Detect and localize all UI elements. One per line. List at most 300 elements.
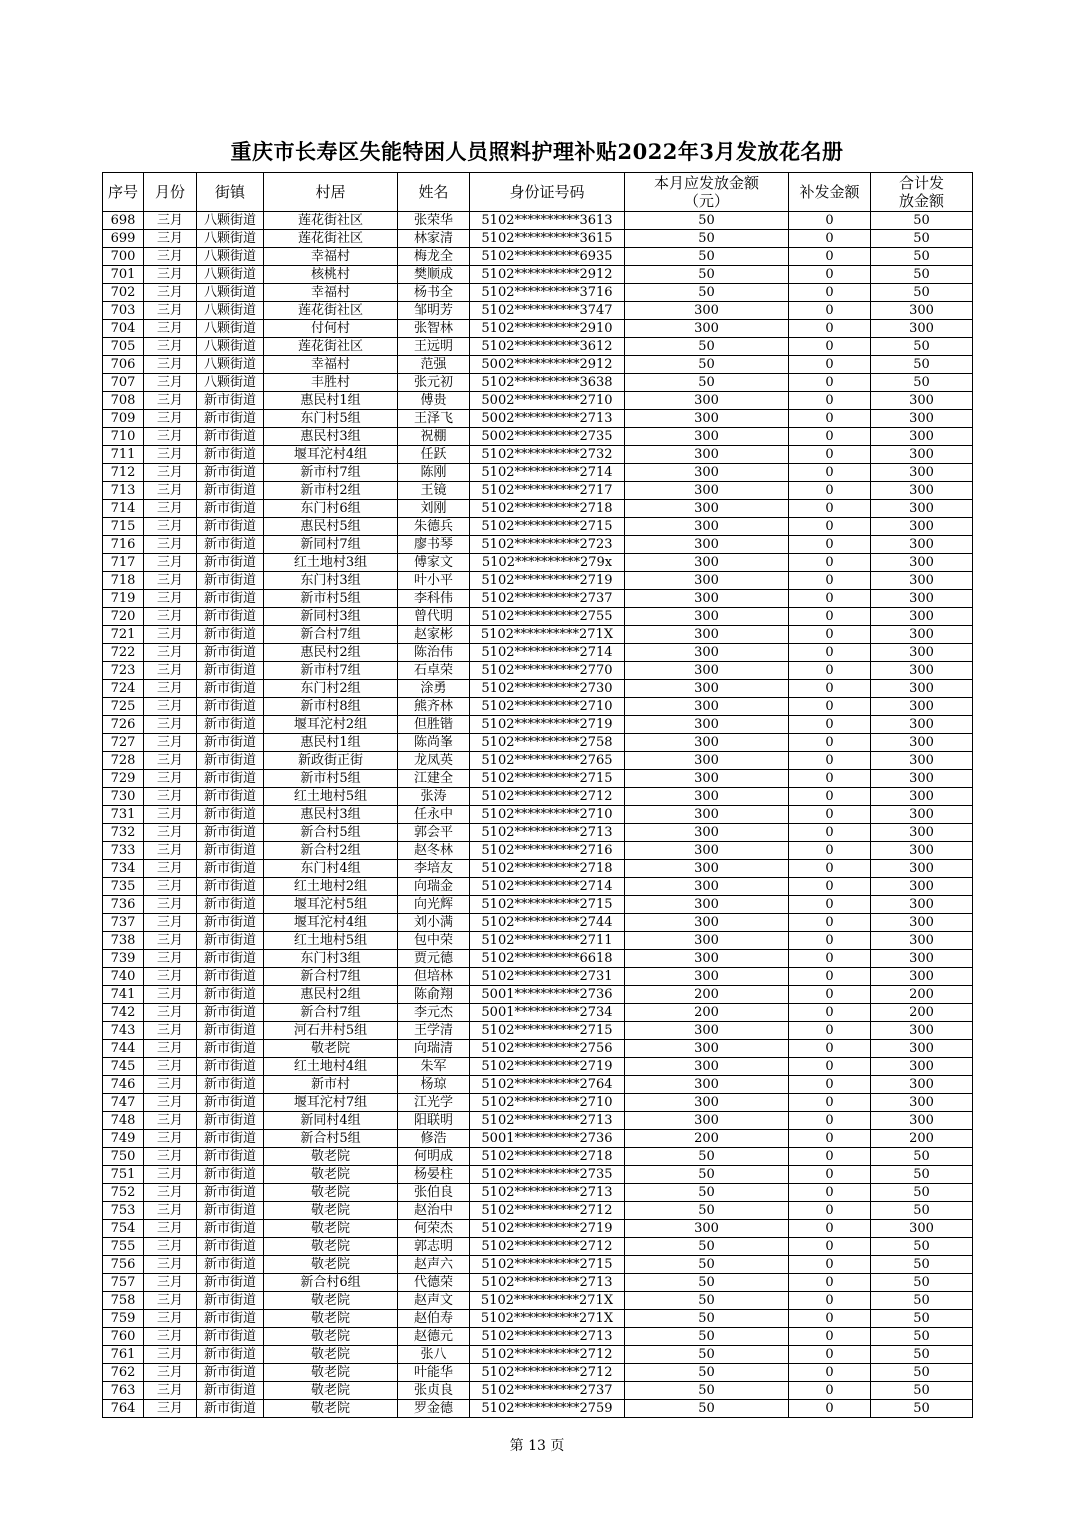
cell-monthly-amount: 300 [625,662,789,680]
cell-total-amount: 300 [871,842,973,860]
cell-name: 罗金德 [398,1400,470,1418]
cell-village: 敬老院 [264,1184,398,1202]
cell-name: 王学清 [398,1022,470,1040]
cell-month: 三月 [144,662,197,680]
cell-village: 新市村7组 [264,464,398,482]
cell-village: 惠民村3组 [264,428,398,446]
cell-id-number: 5102**********2759 [470,1400,625,1418]
cell-name: 郭志明 [398,1238,470,1256]
cell-month: 三月 [144,734,197,752]
cell-index: 746 [103,1076,144,1094]
cell-monthly-amount: 300 [625,698,789,716]
cell-total-amount: 300 [871,896,973,914]
table-row [103,608,973,626]
cell-index: 750 [103,1148,144,1166]
cell-month: 三月 [144,1202,197,1220]
table-row [103,500,973,518]
cell-index: 729 [103,770,144,788]
cell-total-amount: 50 [871,1292,973,1310]
table-body [103,212,973,1418]
cell-village: 堰耳沱村2组 [264,716,398,734]
cell-id-number: 5102**********2714 [470,644,625,662]
cell-street: 新市街道 [197,824,264,842]
table-row [103,644,973,662]
table-row [103,212,973,230]
cell-index: 759 [103,1310,144,1328]
cell-total-amount: 50 [871,374,973,392]
cell-total-amount: 50 [871,1202,973,1220]
cell-month: 三月 [144,302,197,320]
cell-index: 751 [103,1166,144,1184]
cell-month: 三月 [144,752,197,770]
cell-total-amount: 300 [871,680,973,698]
cell-village: 东门村3组 [264,572,398,590]
cell-monthly-amount: 50 [625,1400,789,1418]
cell-back-pay: 0 [789,1274,871,1292]
table-row [103,1274,973,1292]
cell-monthly-amount: 300 [625,392,789,410]
cell-total-amount: 300 [871,608,973,626]
cell-month: 三月 [144,1040,197,1058]
cell-monthly-amount: 300 [625,770,789,788]
cell-name: 任永中 [398,806,470,824]
cell-index: 741 [103,986,144,1004]
cell-name: 张荣华 [398,212,470,230]
cell-monthly-amount: 200 [625,1130,789,1148]
cell-id-number: 5102**********2719 [470,1220,625,1238]
cell-monthly-amount: 50 [625,1364,789,1382]
cell-id-number: 5102**********2710 [470,1094,625,1112]
cell-id-number: 5001**********2736 [470,986,625,1004]
cell-total-amount: 50 [871,1346,973,1364]
cell-monthly-amount: 50 [625,1148,789,1166]
cell-total-amount: 300 [871,302,973,320]
table-row [103,734,973,752]
cell-back-pay: 0 [789,374,871,392]
table-row [103,518,973,536]
cell-id-number: 5102**********2712 [470,788,625,806]
cell-monthly-amount: 50 [625,1256,789,1274]
cell-village: 敬老院 [264,1346,398,1364]
cell-back-pay: 0 [789,842,871,860]
cell-index: 756 [103,1256,144,1274]
cell-name: 范强 [398,356,470,374]
cell-street: 新市街道 [197,572,264,590]
header-cell-monthly-amount: 本月应发放金额（元） [625,173,789,212]
cell-name: 龙凤英 [398,752,470,770]
cell-id-number: 5102**********3615 [470,230,625,248]
table-row [103,932,973,950]
cell-index: 733 [103,842,144,860]
cell-back-pay: 0 [789,1400,871,1418]
cell-monthly-amount: 50 [625,230,789,248]
cell-name: 王镜 [398,482,470,500]
cell-village: 堰耳沱村5组 [264,896,398,914]
cell-total-amount: 50 [871,284,973,302]
cell-back-pay: 0 [789,896,871,914]
table-row [103,464,973,482]
cell-id-number: 5102**********2735 [470,1166,625,1184]
cell-name: 石卓荣 [398,662,470,680]
cell-total-amount: 300 [871,968,973,986]
cell-id-number: 5102**********2755 [470,608,625,626]
cell-monthly-amount: 50 [625,1310,789,1328]
cell-month: 三月 [144,1022,197,1040]
cell-monthly-amount: 50 [625,1184,789,1202]
cell-village: 堰耳沱村4组 [264,914,398,932]
cell-index: 744 [103,1040,144,1058]
table-row [103,410,973,428]
cell-id-number: 5102**********2710 [470,698,625,716]
cell-monthly-amount: 50 [625,212,789,230]
cell-id-number: 5102**********6935 [470,248,625,266]
cell-village: 敬老院 [264,1238,398,1256]
cell-village: 新合村6组 [264,1274,398,1292]
cell-street: 新市街道 [197,1148,264,1166]
table-row [103,1076,973,1094]
cell-id-number: 5102**********2716 [470,842,625,860]
cell-index: 761 [103,1346,144,1364]
cell-village: 敬老院 [264,1166,398,1184]
cell-monthly-amount: 300 [625,428,789,446]
cell-monthly-amount: 300 [625,626,789,644]
cell-id-number: 5102**********2723 [470,536,625,554]
cell-street: 新市街道 [197,626,264,644]
header-cell-name: 姓名 [398,173,470,212]
cell-name: 杨琼 [398,1076,470,1094]
cell-back-pay: 0 [789,680,871,698]
cell-back-pay: 0 [789,1112,871,1130]
cell-back-pay: 0 [789,320,871,338]
cell-street: 八颗街道 [197,374,264,392]
cell-village: 敬老院 [264,1148,398,1166]
cell-street: 新市街道 [197,896,264,914]
cell-month: 三月 [144,392,197,410]
cell-index: 724 [103,680,144,698]
header-cell-id-number: 身份证号码 [470,173,625,212]
table-row [103,752,973,770]
cell-monthly-amount: 200 [625,986,789,1004]
cell-month: 三月 [144,338,197,356]
cell-index: 707 [103,374,144,392]
cell-id-number: 5102**********2765 [470,752,625,770]
cell-index: 742 [103,1004,144,1022]
cell-id-number: 5102**********2719 [470,1058,625,1076]
cell-total-amount: 300 [871,734,973,752]
cell-monthly-amount: 300 [625,1058,789,1076]
table-row [103,1220,973,1238]
cell-monthly-amount: 50 [625,1166,789,1184]
cell-index: 719 [103,590,144,608]
cell-back-pay: 0 [789,1310,871,1328]
cell-name: 何荣杰 [398,1220,470,1238]
cell-village: 红土地村3组 [264,554,398,572]
cell-total-amount: 200 [871,1130,973,1148]
cell-name: 赵治中 [398,1202,470,1220]
cell-month: 三月 [144,518,197,536]
cell-monthly-amount: 50 [625,1346,789,1364]
cell-street: 新市街道 [197,680,264,698]
cell-back-pay: 0 [789,1130,871,1148]
cell-street: 新市街道 [197,770,264,788]
cell-id-number: 5102**********2714 [470,878,625,896]
cell-total-amount: 300 [871,878,973,896]
cell-village: 敬老院 [264,1364,398,1382]
cell-index: 753 [103,1202,144,1220]
cell-street: 新市街道 [197,950,264,968]
cell-street: 八颗街道 [197,302,264,320]
cell-street: 新市街道 [197,1310,264,1328]
cell-month: 三月 [144,932,197,950]
cell-total-amount: 300 [871,518,973,536]
cell-id-number: 5102**********2718 [470,860,625,878]
cell-total-amount: 300 [871,536,973,554]
cell-name: 何明成 [398,1148,470,1166]
cell-id-number: 5002**********2713 [470,410,625,428]
cell-name: 祝棚 [398,428,470,446]
cell-monthly-amount: 300 [625,1076,789,1094]
cell-monthly-amount: 300 [625,1094,789,1112]
cell-id-number: 5002**********2710 [470,392,625,410]
cell-back-pay: 0 [789,1292,871,1310]
cell-street: 八颗街道 [197,248,264,266]
cell-back-pay: 0 [789,950,871,968]
cell-monthly-amount: 300 [625,968,789,986]
cell-back-pay: 0 [789,446,871,464]
cell-index: 740 [103,968,144,986]
cell-id-number: 5002**********2912 [470,356,625,374]
cell-back-pay: 0 [789,1022,871,1040]
cell-name: 任跃 [398,446,470,464]
cell-village: 新市村8组 [264,698,398,716]
cell-index: 703 [103,302,144,320]
cell-total-amount: 50 [871,1184,973,1202]
cell-total-amount: 300 [871,428,973,446]
cell-name: 阳联明 [398,1112,470,1130]
cell-village: 新市村5组 [264,590,398,608]
header-cell-total-amount: 合计发放金额 [871,173,973,212]
cell-total-amount: 300 [871,824,973,842]
cell-total-amount: 300 [871,626,973,644]
cell-month: 三月 [144,446,197,464]
cell-village: 堰耳沱村4组 [264,446,398,464]
cell-total-amount: 300 [871,500,973,518]
cell-monthly-amount: 300 [625,878,789,896]
cell-total-amount: 50 [871,338,973,356]
cell-back-pay: 0 [789,500,871,518]
cell-monthly-amount: 300 [625,1040,789,1058]
cell-index: 715 [103,518,144,536]
cell-village: 莲花街社区 [264,212,398,230]
cell-month: 三月 [144,1184,197,1202]
cell-monthly-amount: 300 [625,554,789,572]
cell-back-pay: 0 [789,554,871,572]
cell-id-number: 5102**********2712 [470,1238,625,1256]
table-row [103,1112,973,1130]
cell-id-number: 5102**********271X [470,626,625,644]
cell-total-amount: 300 [871,1076,973,1094]
cell-back-pay: 0 [789,1004,871,1022]
cell-village: 惠民村2组 [264,644,398,662]
header-cell-street: 街镇 [197,173,264,212]
cell-village: 新同村3组 [264,608,398,626]
table-row [103,770,973,788]
cell-village: 幸福村 [264,356,398,374]
cell-id-number: 5102**********2744 [470,914,625,932]
table-row [103,698,973,716]
cell-month: 三月 [144,1328,197,1346]
cell-month: 三月 [144,1094,197,1112]
cell-street: 新市街道 [197,1130,264,1148]
cell-street: 新市街道 [197,842,264,860]
cell-village: 红土地村2组 [264,878,398,896]
cell-name: 张贞良 [398,1382,470,1400]
cell-street: 新市街道 [197,1040,264,1058]
cell-index: 738 [103,932,144,950]
cell-street: 新市街道 [197,554,264,572]
cell-index: 704 [103,320,144,338]
table-row [103,1202,973,1220]
cell-back-pay: 0 [789,536,871,554]
cell-index: 716 [103,536,144,554]
cell-back-pay: 0 [789,932,871,950]
cell-name: 朱德兵 [398,518,470,536]
cell-index: 722 [103,644,144,662]
cell-month: 三月 [144,1274,197,1292]
cell-month: 三月 [144,1220,197,1238]
cell-name: 陈俞翔 [398,986,470,1004]
table-row [103,860,973,878]
cell-village: 莲花街社区 [264,338,398,356]
cell-name: 张涛 [398,788,470,806]
table-row [103,1058,973,1076]
cell-street: 新市街道 [197,806,264,824]
cell-back-pay: 0 [789,806,871,824]
cell-back-pay: 0 [789,212,871,230]
cell-name: 但培林 [398,968,470,986]
cell-name: 但胜锴 [398,716,470,734]
cell-name: 包中荣 [398,932,470,950]
cell-id-number: 5102**********2731 [470,968,625,986]
header-cell-month: 月份 [144,173,197,212]
cell-id-number: 5102**********2713 [470,1184,625,1202]
cell-back-pay: 0 [789,968,871,986]
cell-monthly-amount: 300 [625,806,789,824]
cell-total-amount: 300 [871,950,973,968]
roster-table [102,172,973,1418]
header-cell-village: 村居 [264,173,398,212]
cell-month: 三月 [144,950,197,968]
cell-name: 梅龙全 [398,248,470,266]
cell-total-amount: 200 [871,986,973,1004]
cell-village: 东门村6组 [264,500,398,518]
table-row [103,392,973,410]
cell-village: 红土地村4组 [264,1058,398,1076]
cell-id-number: 5102**********3638 [470,374,625,392]
cell-street: 新市街道 [197,1400,264,1418]
cell-village: 东门村5组 [264,410,398,428]
cell-name: 曾代明 [398,608,470,626]
table-row [103,1022,973,1040]
cell-month: 三月 [144,878,197,896]
cell-index: 762 [103,1364,144,1382]
cell-id-number: 5102**********6618 [470,950,625,968]
cell-street: 新市街道 [197,752,264,770]
cell-index: 711 [103,446,144,464]
cell-monthly-amount: 300 [625,860,789,878]
cell-village: 河石井村5组 [264,1022,398,1040]
cell-total-amount: 300 [871,1112,973,1130]
cell-back-pay: 0 [789,1184,871,1202]
cell-back-pay: 0 [789,752,871,770]
cell-index: 749 [103,1130,144,1148]
cell-name: 樊顺成 [398,266,470,284]
cell-index: 730 [103,788,144,806]
cell-id-number: 5102**********2713 [470,824,625,842]
cell-monthly-amount: 50 [625,1328,789,1346]
cell-street: 新市街道 [197,500,264,518]
cell-monthly-amount: 300 [625,518,789,536]
table-row [103,878,973,896]
cell-back-pay: 0 [789,878,871,896]
cell-index: 720 [103,608,144,626]
cell-month: 三月 [144,320,197,338]
cell-id-number: 5102**********2711 [470,932,625,950]
cell-back-pay: 0 [789,338,871,356]
cell-monthly-amount: 300 [625,896,789,914]
cell-back-pay: 0 [789,266,871,284]
cell-id-number: 5102**********2756 [470,1040,625,1058]
cell-index: 700 [103,248,144,266]
cell-id-number: 5102**********2713 [470,1274,625,1292]
cell-street: 新市街道 [197,1238,264,1256]
cell-id-number: 5102**********2719 [470,572,625,590]
table-row [103,1184,973,1202]
cell-month: 三月 [144,1400,197,1418]
cell-id-number: 5102**********279x [470,554,625,572]
cell-monthly-amount: 50 [625,1274,789,1292]
cell-back-pay: 0 [789,626,871,644]
cell-id-number: 5102**********3747 [470,302,625,320]
cell-month: 三月 [144,536,197,554]
cell-street: 八颗街道 [197,266,264,284]
cell-village: 敬老院 [264,1328,398,1346]
cell-monthly-amount: 50 [625,1382,789,1400]
cell-month: 三月 [144,572,197,590]
cell-back-pay: 0 [789,1094,871,1112]
cell-id-number: 5102**********2770 [470,662,625,680]
cell-id-number: 5102**********2732 [470,446,625,464]
cell-total-amount: 300 [871,1022,973,1040]
cell-street: 新市街道 [197,1076,264,1094]
cell-monthly-amount: 300 [625,932,789,950]
cell-street: 新市街道 [197,1022,264,1040]
cell-index: 760 [103,1328,144,1346]
cell-index: 747 [103,1094,144,1112]
cell-street: 新市街道 [197,968,264,986]
table-row [103,302,973,320]
cell-index: 699 [103,230,144,248]
cell-total-amount: 50 [871,1364,973,1382]
cell-street: 新市街道 [197,518,264,536]
cell-street: 新市街道 [197,1292,264,1310]
cell-id-number: 5102**********2715 [470,518,625,536]
cell-id-number: 5102**********2718 [470,500,625,518]
cell-month: 三月 [144,1364,197,1382]
cell-monthly-amount: 50 [625,338,789,356]
table-row [103,590,973,608]
cell-name: 江建全 [398,770,470,788]
